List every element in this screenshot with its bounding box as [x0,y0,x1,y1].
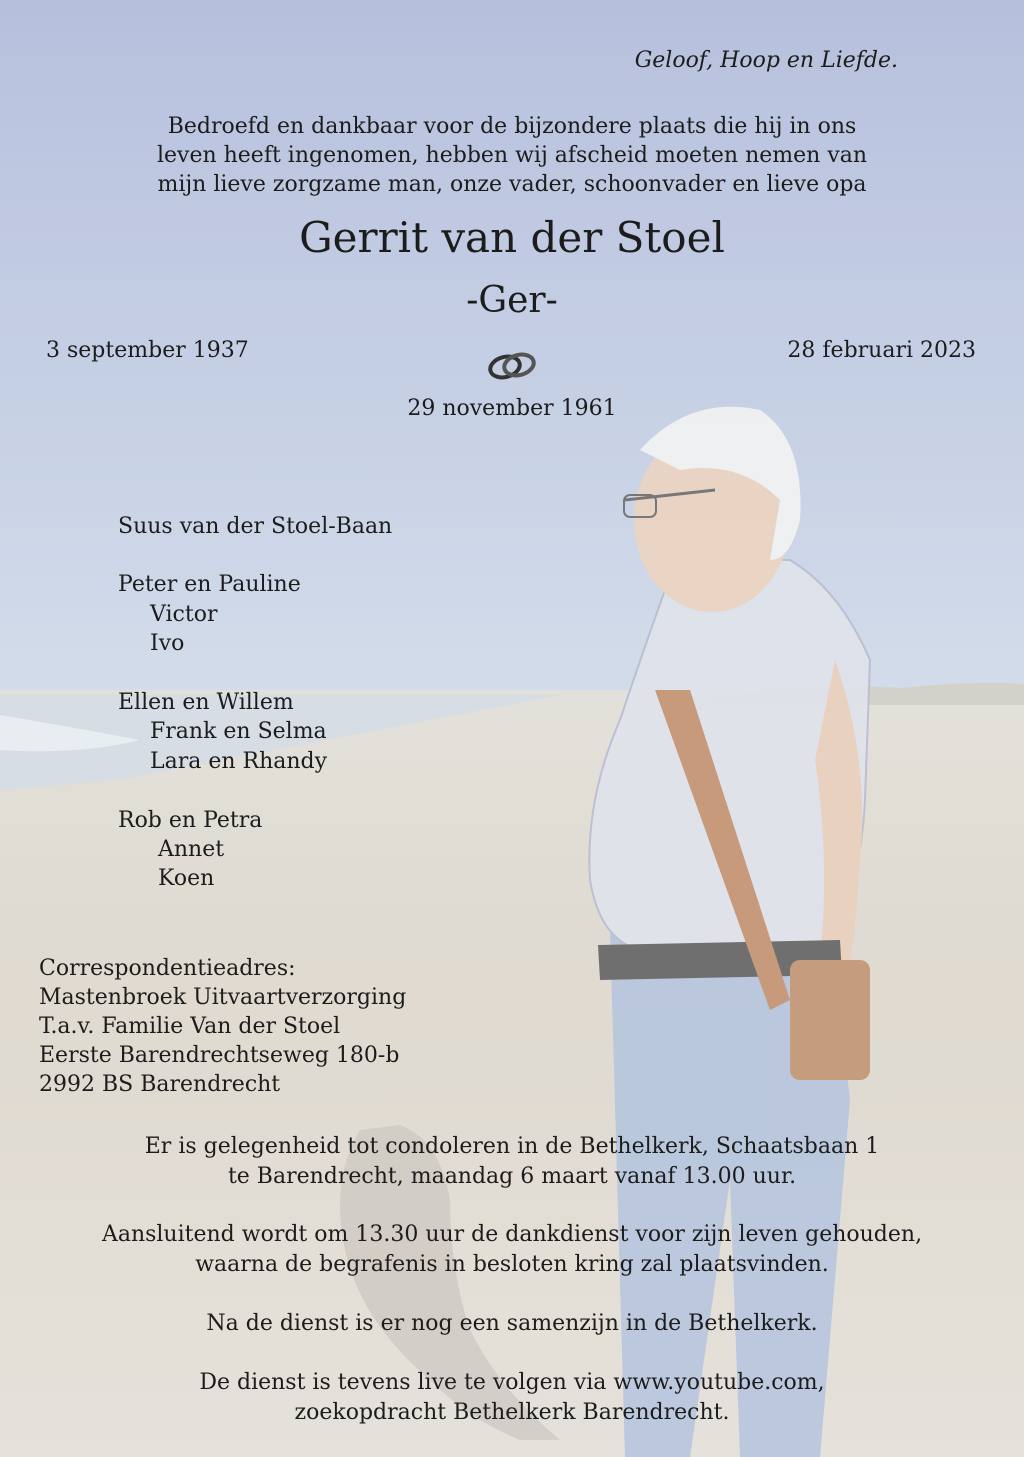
family-child: Ivo [150,631,185,656]
address-line: Eerste Barendrechtseweg 180-b [39,1043,400,1068]
condolence-line-1: Er is gelegenheid tot condoleren in de Bethelkerk, Schaatsbaan 1 [144,1134,880,1159]
intro-line-3: mijn lieve zorgzame man, onze vader, schoonvader en lieve opa [157,172,867,197]
family-child: Victor [150,602,218,627]
family-spouse: Suus van der Stoel-Baan [118,514,393,539]
livestream-line-1: De dienst is tevens live te volgen via www.youtube.com, [199,1370,825,1395]
family-child: Frank en Selma [150,719,327,744]
family-parents: Ellen en Willem [118,690,294,715]
family-child: Koen [158,866,215,891]
wedding-rings-icon [484,348,540,384]
family-parents: Rob en Petra [118,808,263,833]
address-line: 2992 BS Barendrecht [39,1072,281,1097]
condolence-line-2: te Barendrecht, maandag 6 maart vanaf 13.00 uur. [227,1164,797,1189]
wedding-date: 29 november 1961 [407,396,617,421]
address-line: Mastenbroek Uitvaartverzorging [39,985,407,1010]
intro-line-2: leven heeft ingenomen, hebben wij afscheid moeten nemen van [156,143,868,168]
address-line: T.a.v. Familie Van der Stoel [39,1014,341,1039]
service-line-2: waarna de begrafenis in besloten kring zal plaatsvinden. [195,1252,829,1277]
intro-line-1: Bedroefd en dankbaar voor de bijzondere plaats die hij in ons [167,114,857,139]
motto: Geloof, Hoop en Liefde. [634,48,898,73]
birth-date: 3 september 1937 [46,338,249,363]
address-label: Correspondentieadres: [39,956,296,981]
gathering-text: Na de dienst is er nog een samenzijn in de Bethelkerk. [206,1311,818,1336]
family-child: Annet [158,837,225,862]
family-parents: Peter en Pauline [118,572,301,597]
death-date: 28 februari 2023 [787,338,976,363]
deceased-name: Gerrit van der Stoel [299,213,725,262]
nickname: -Ger- [466,280,558,321]
family-child: Lara en Rhandy [150,749,328,774]
service-line-1: Aansluitend wordt om 13.30 uur de dankdienst voor zijn leven gehouden, [101,1222,923,1247]
livestream-line-2: zoekopdracht Bethelkerk Barendrecht. [294,1400,730,1425]
